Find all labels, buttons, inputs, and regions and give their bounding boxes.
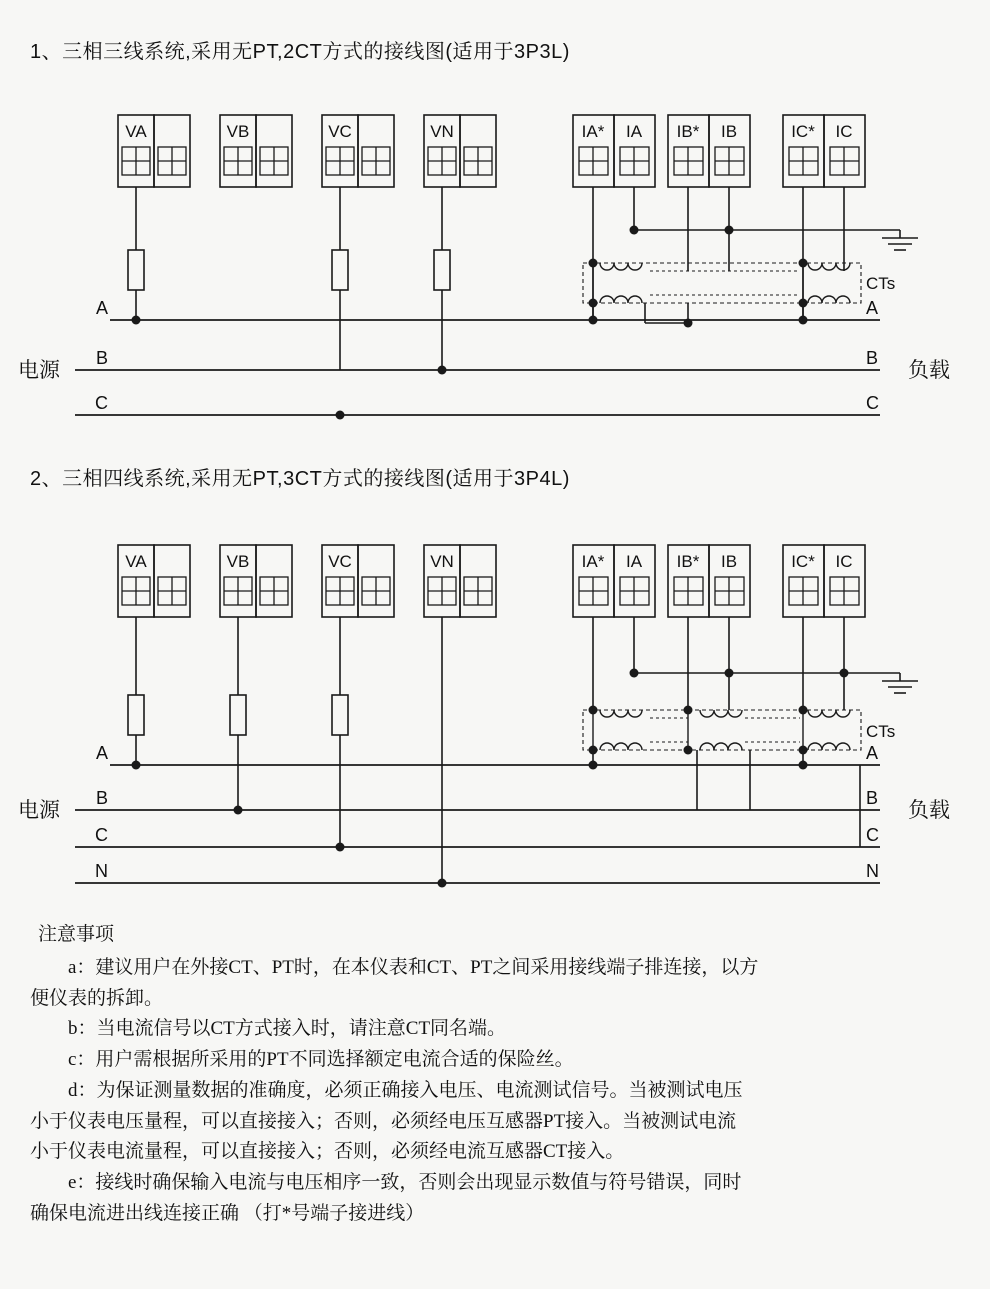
phase-label-left: N: [95, 861, 108, 881]
phase-label-right: C: [866, 825, 879, 845]
terminal-label: IA*: [581, 122, 605, 141]
load-label: 负载: [908, 359, 950, 382]
notes-section: [30, 920, 960, 1230]
terminal-label: VC: [328, 122, 352, 141]
ct-inner-lines-1: [650, 271, 800, 295]
phase-lines-2: [75, 765, 880, 883]
terminal-label: VB: [226, 552, 250, 571]
terminal-label: IA: [625, 122, 643, 141]
phase-lines-1: [75, 320, 880, 415]
terminal-label: IA*: [581, 552, 605, 571]
terminal-label: VA: [125, 122, 147, 141]
phase-label-left: B: [95, 348, 108, 368]
fuse-symbols-2: [128, 695, 348, 735]
terminal-label: IB*: [676, 552, 700, 571]
notes-title: 注意事项: [38, 924, 115, 945]
note-item: 小于仪表电流量程，可以直接接入；否则，必须经电流互感器CT接入。: [30, 1141, 625, 1163]
ct-secondary-1: [645, 263, 844, 323]
terminal-label: IB: [720, 552, 738, 571]
note-item: c：用户需根据所采用的PT不同选择额定电流合适的保险丝。: [68, 1049, 574, 1071]
section-1-title: 1、三相三线系统,采用无PT,2CT方式的接线图(适用于3P3L): [30, 41, 570, 63]
ground-bus-1: [634, 230, 918, 263]
load-label: 负载: [908, 799, 950, 822]
ct-windings-1: [593, 263, 850, 303]
ct-label: CTs: [866, 722, 896, 741]
note-item: 确保电流进出线连接正确 （打*号端子接进线）: [30, 1202, 425, 1224]
source-label: 电源: [18, 799, 60, 822]
phase-labels-1: [95, 274, 895, 413]
diagram-3p4l-svg: [0, 525, 990, 905]
phase-label-right: A: [866, 298, 879, 318]
terminal-labels-1: [125, 122, 852, 141]
voltage-drop-lines-2: [136, 617, 442, 883]
note-item: a：建议用户在外接CT、PT时，在本仪表和CT、PT之间采用接线端子排连接，以方: [68, 956, 759, 978]
diagram-3p4l: [0, 525, 990, 905]
current-screw-symbols-1: [579, 147, 859, 175]
terminal-labels-2: [125, 552, 852, 571]
note-item: e：接线时确保输入电流与电压相序一致，否则会出现显示数值与符号错误，同时: [68, 1172, 742, 1194]
terminal-label: VC: [328, 552, 352, 571]
phase-label-right: N: [866, 861, 879, 881]
terminal-label: VN: [430, 122, 454, 141]
terminal-label: IC*: [791, 552, 815, 571]
voltage-drop-lines-1: [136, 187, 442, 370]
note-item: b：当电流信号以CT方式接入时，请注意CT同名端。: [68, 1018, 507, 1040]
phase-labels-2: [95, 722, 895, 881]
terminal-label: IC: [835, 122, 853, 141]
phase-label-right: A: [866, 743, 879, 763]
section-2-title: 2、三相四线系统,采用无PT,3CT方式的接线图(适用于3P4L): [30, 468, 570, 490]
source-label: 电源: [18, 359, 60, 382]
fuse-symbols-1: [128, 250, 450, 290]
ground-bus-2: [634, 673, 918, 710]
terminal-label: IB: [720, 122, 738, 141]
terminal-label: VA: [125, 552, 147, 571]
current-terminal-blocks-2: [573, 545, 865, 617]
terminal-label: VB: [226, 122, 250, 141]
phase-connectors-1: [442, 303, 803, 370]
voltage-screw-symbols-1: [122, 147, 492, 175]
diagram-3p3l: [0, 95, 990, 435]
note-item: 小于仪表电压量程，可以直接接入；否则，必须经电压互感器PT接入。当被测试电流: [30, 1110, 737, 1132]
note-item: 便仪表的拆卸。: [30, 987, 164, 1009]
phase-label-right: C: [866, 393, 879, 413]
terminal-label: IC: [835, 552, 853, 571]
diagram-3p3l-svg: [0, 95, 990, 435]
current-terminal-blocks-1: [573, 115, 865, 187]
phase-label-left: B: [95, 788, 108, 808]
junction-dots-1: [132, 226, 808, 420]
terminal-label: IB*: [676, 122, 700, 141]
current-screw-symbols-2: [579, 577, 859, 605]
note-item: d：为保证测量数据的准确度，必须正确接入电压、电流测试信号。当被测试电压: [68, 1079, 743, 1101]
terminal-label: IA: [625, 552, 643, 571]
ct-label: CTs: [866, 274, 896, 293]
junction-dots-2: [132, 669, 849, 888]
phase-label-right: B: [866, 348, 879, 368]
phase-label-left: C: [95, 393, 108, 413]
terminal-label: VN: [430, 552, 454, 571]
phase-label-left: C: [95, 825, 108, 845]
phase-label-left: A: [95, 743, 108, 763]
current-drop-lines-2: [593, 617, 844, 710]
phase-label-left: A: [95, 298, 108, 318]
voltage-screw-symbols-2: [122, 577, 492, 605]
terminal-label: IC*: [791, 122, 815, 141]
phase-label-right: B: [866, 788, 879, 808]
ct-inner-lines-2: [650, 718, 800, 742]
ct-windings-2: [593, 710, 850, 750]
